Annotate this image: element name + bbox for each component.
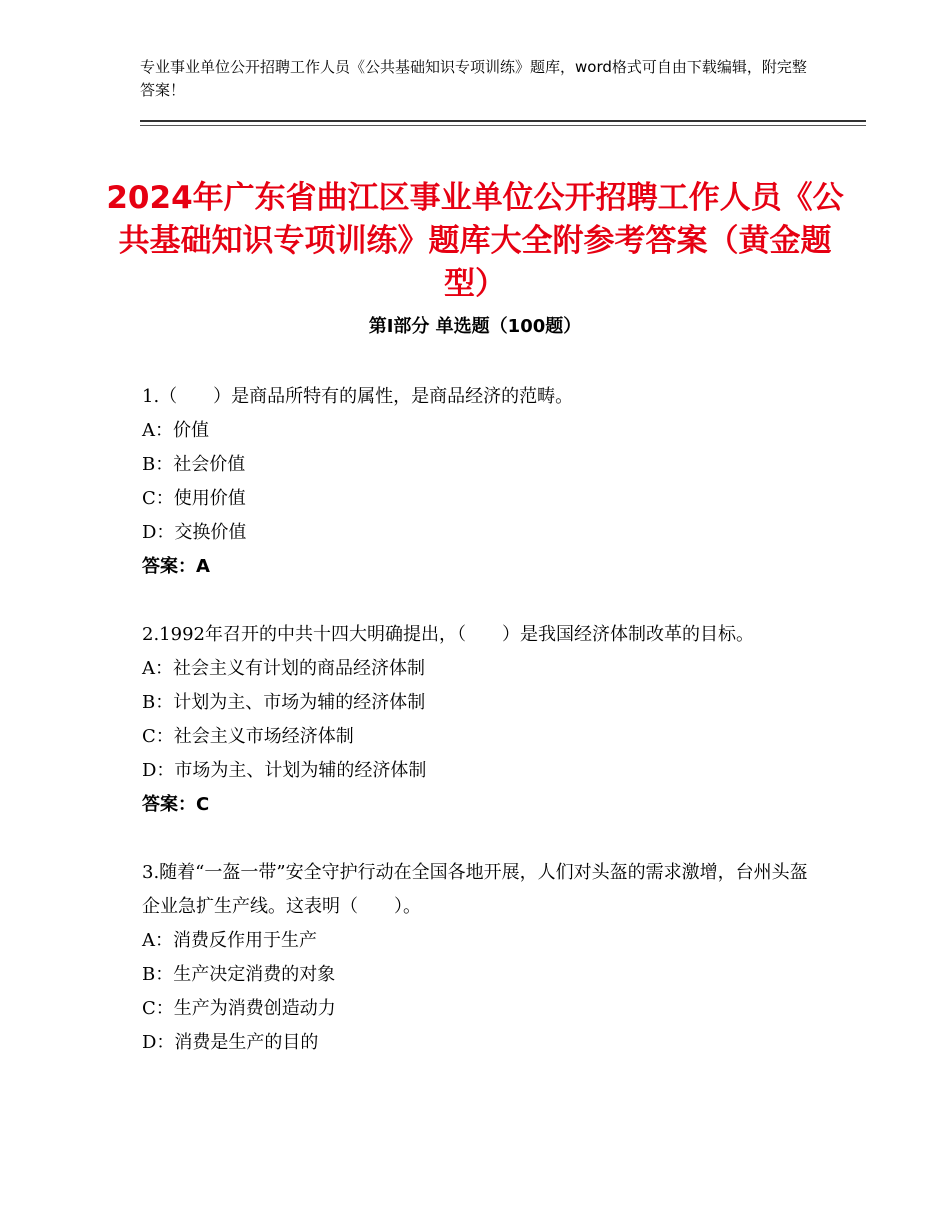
option-a: A：价值 bbox=[142, 420, 209, 441]
document-title: 2024年广东省曲江区事业单位公开招聘工作人员《公共基础知识专项训练》题库大全附参考答案（黄金题型） bbox=[106, 179, 844, 302]
question-3 bbox=[142, 856, 810, 1060]
option-b: B：社会价值 bbox=[142, 454, 246, 475]
option-b: B：生产决定消费的对象 bbox=[142, 964, 336, 985]
header-note: 专业事业单位公开招聘工作人员《公共基础知识专项训练》题库，word格式可自由下载编辑，附完整答案！ bbox=[140, 58, 807, 99]
answer: 答案：A bbox=[142, 556, 210, 577]
option-a: A：社会主义有计划的商品经济体制 bbox=[142, 658, 425, 679]
question-list bbox=[142, 380, 810, 1094]
header-divider-thick bbox=[140, 120, 866, 122]
answer: 答案：C bbox=[142, 794, 210, 815]
section-title: 第Ⅰ部分 单选题（100题） bbox=[368, 316, 582, 337]
question-text: 1.（ ）是商品所特有的属性，是商品经济的范畴。 bbox=[142, 386, 574, 407]
option-b: B：计划为主、市场为辅的经济体制 bbox=[142, 692, 426, 713]
option-a: A：消费反作用于生产 bbox=[142, 930, 317, 951]
question-text: 2.1992年召开的中共十四大明确提出，（ ）是我国经济体制改革的目标。 bbox=[142, 624, 754, 645]
question-1 bbox=[142, 380, 810, 584]
question-2 bbox=[142, 618, 810, 822]
option-d: D：市场为主、计划为辅的经济体制 bbox=[142, 760, 427, 781]
option-c: C：社会主义市场经济体制 bbox=[142, 726, 354, 747]
option-d: D：消费是生产的目的 bbox=[142, 1032, 319, 1053]
option-c: C：使用价值 bbox=[142, 488, 246, 509]
header-divider-thin bbox=[140, 125, 866, 126]
option-c: C：生产为消费创造动力 bbox=[142, 998, 336, 1019]
option-d: D：交换价值 bbox=[142, 522, 247, 543]
question-text: 3.随着“一盔一带”安全守护行动在全国各地开展，人们对头盔的需求激增，台州头盔企业急扩生产线。这表明（ ）。 bbox=[142, 862, 808, 917]
